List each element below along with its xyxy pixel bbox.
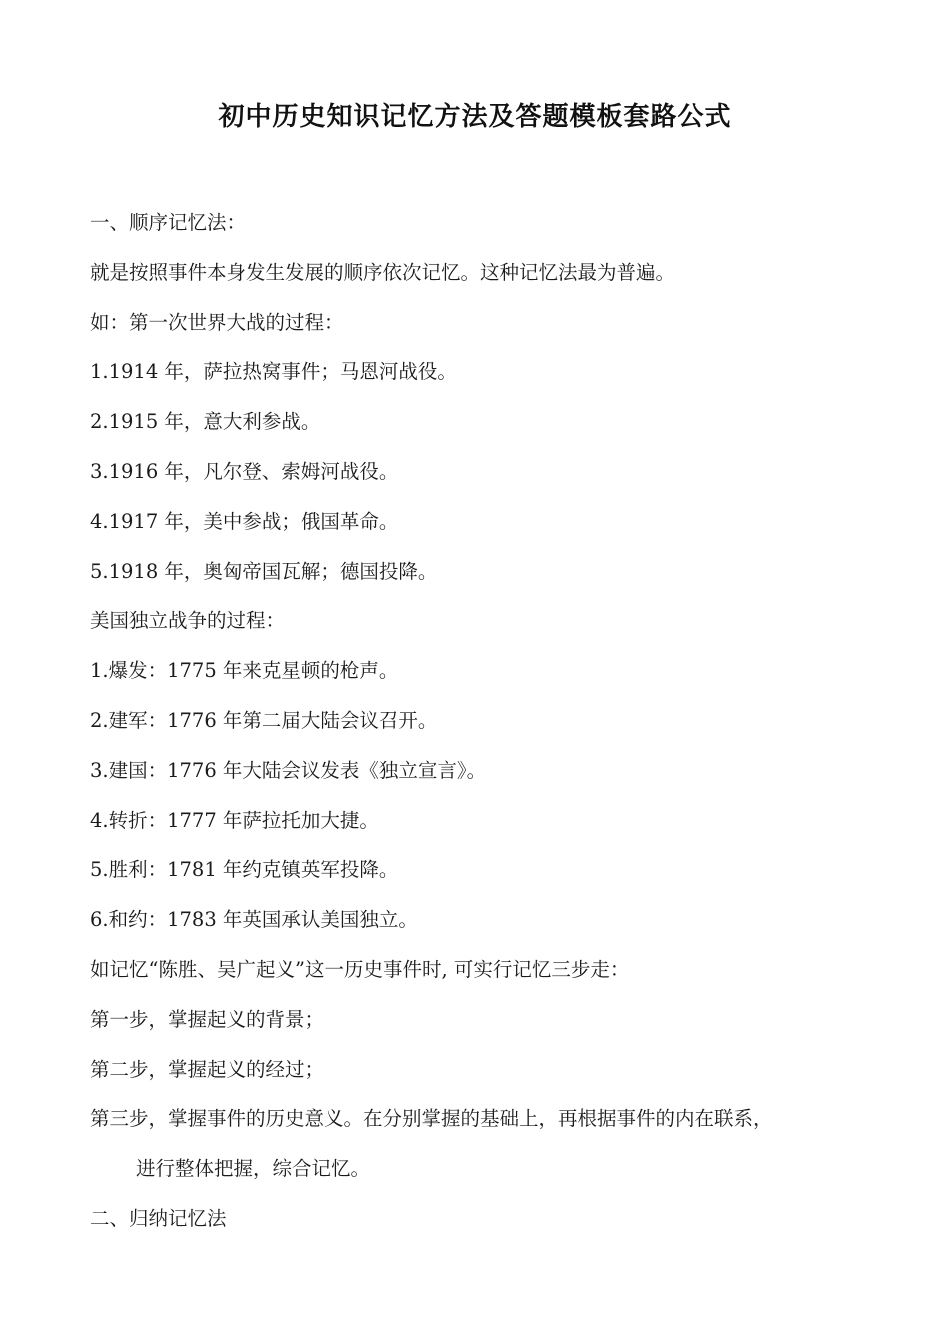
list-item: 1.爆发：1775 年来克星顿的枪声。 [90, 659, 399, 683]
document-body [90, 198, 880, 1244]
list-item: 2.1915 年，意大利参战。 [90, 410, 321, 434]
paragraph-line-continuation: 进行整体把握，综合记忆。 [136, 1157, 371, 1181]
paragraph-line: 第二步，掌握起义的经过； [90, 1057, 325, 1081]
list-item: 4.转折：1777 年萨拉托加大捷。 [90, 808, 379, 832]
section-heading-sequential-memory: 一、顺序记忆法： [90, 211, 247, 234]
list-item: 3.1916 年，凡尔登、索姆河战役。 [90, 459, 399, 483]
paragraph-line: 如：第一次世界大战的过程： [90, 310, 344, 334]
list-item: 2.建军：1776 年第二届大陆会议召开。 [90, 708, 438, 732]
paragraph-line: 如记忆“陈胜、吴广起义”这一历史事件时, 可实行记忆三步走： [90, 957, 630, 981]
list-item: 3.建国：1776 年大陆会议发表《独立宣言》。 [90, 758, 487, 782]
document-title: 初中历史知识记忆方法及答题模板套路公式 [218, 102, 732, 132]
list-item: 5.1918 年，奥匈帝国瓦解；德国投降。 [90, 559, 438, 583]
paragraph-line: 就是按照事件本身发生发展的顺序依次记忆。这种记忆法最为普遍。 [90, 260, 676, 284]
list-item: 4.1917 年，美中参战；俄国革命。 [90, 509, 399, 533]
paragraph-line: 第一步，掌握起义的背景； [90, 1007, 325, 1031]
list-item: 5.胜利：1781 年约克镇英军投降。 [90, 858, 399, 882]
paragraph-line: 第三步，掌握事件的历史意义。在分别掌握的基础上，再根据事件的内在联系， [90, 1107, 773, 1131]
section-heading-inductive-memory: 二、归纳记忆法 [90, 1206, 227, 1230]
list-item: 1.1914 年，萨拉热窝事件；马恩河战役。 [90, 360, 457, 384]
list-item: 6.和约：1783 年英国承认美国独立。 [90, 908, 418, 932]
paragraph-line: 美国独立战争的过程： [90, 609, 286, 633]
